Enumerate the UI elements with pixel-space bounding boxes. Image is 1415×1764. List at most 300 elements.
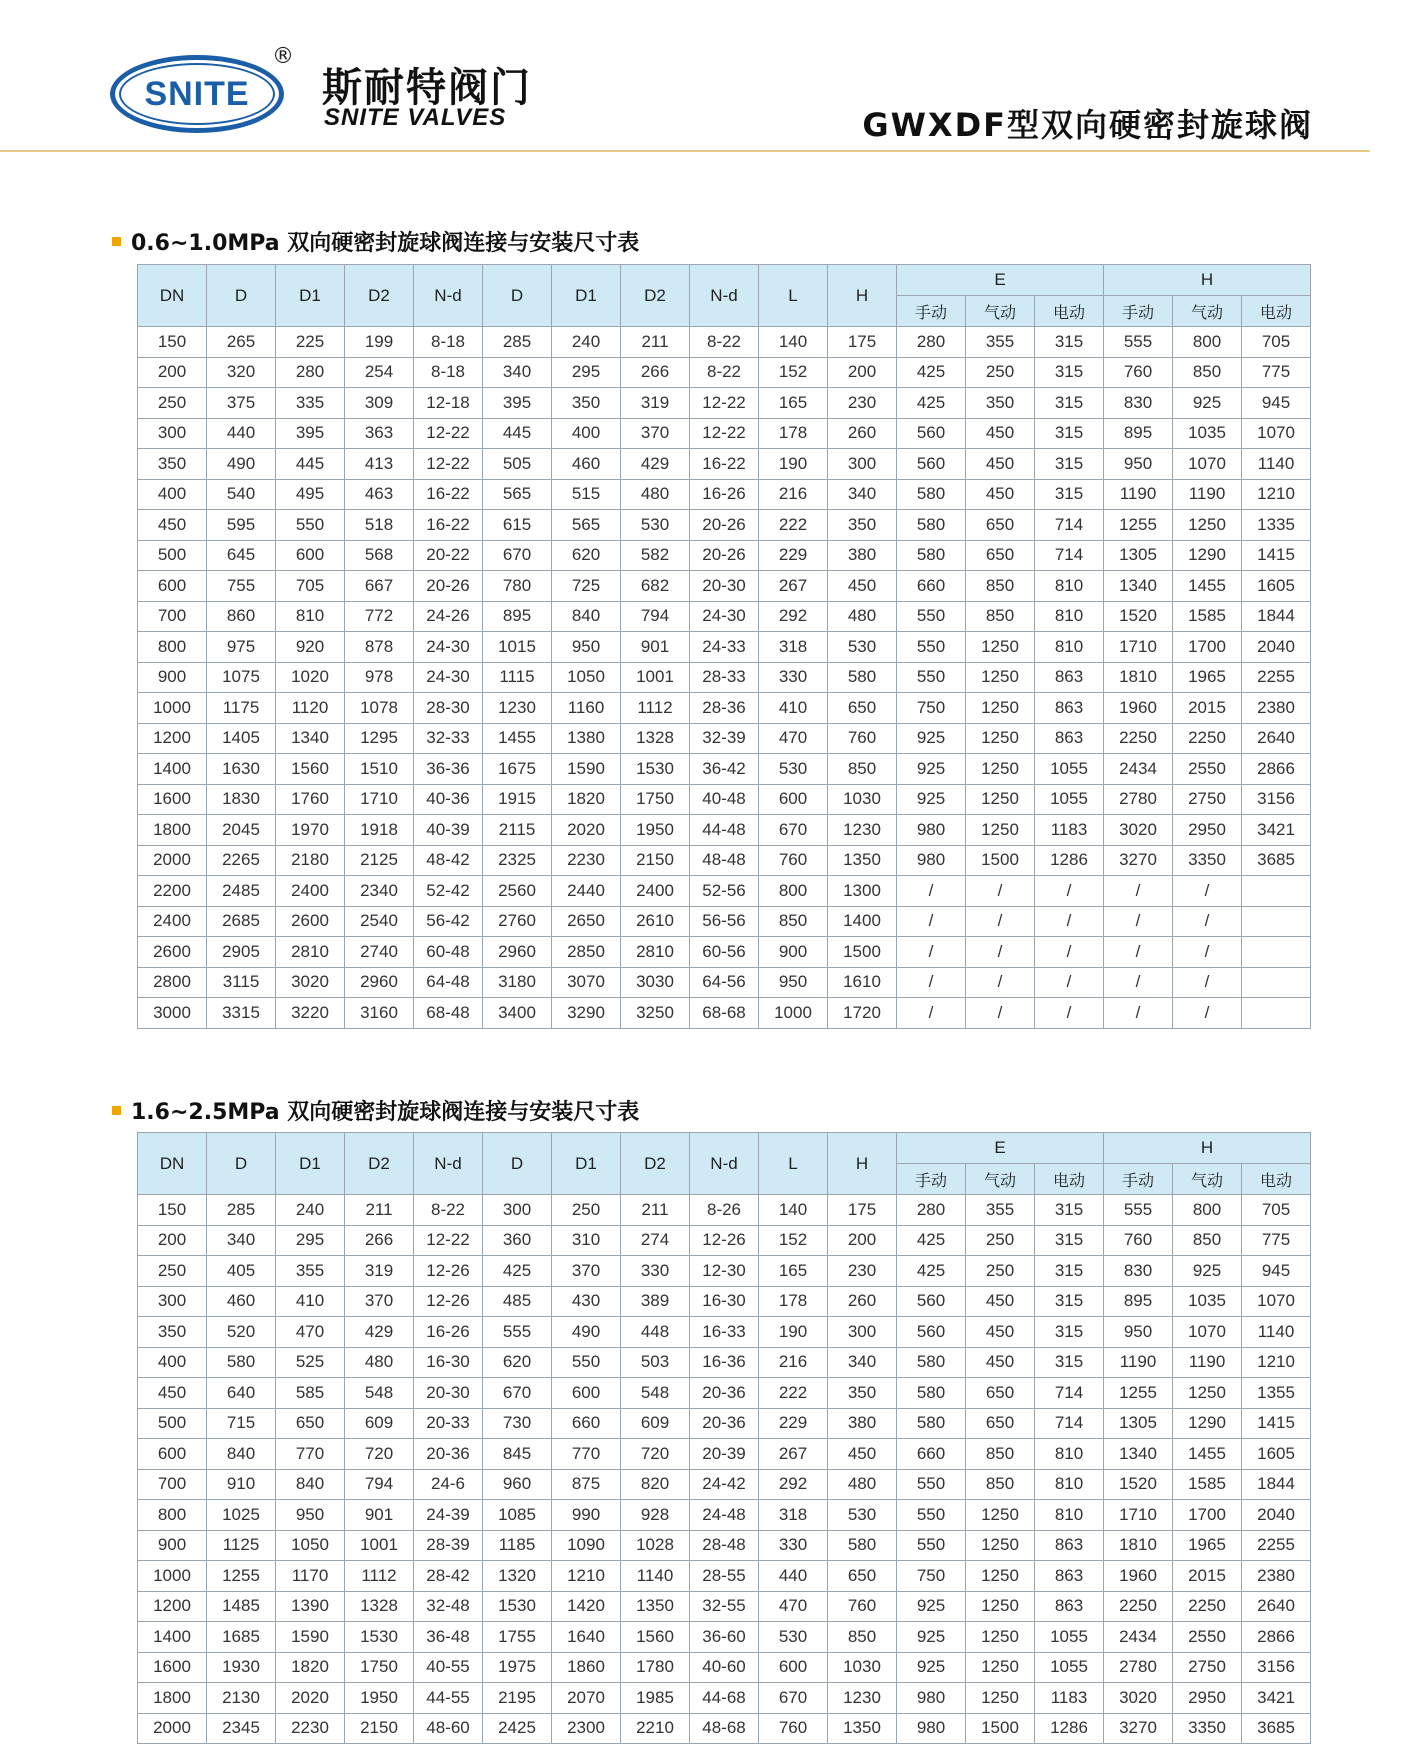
sub-header: 气动 [1173, 296, 1242, 327]
table-cell: 2740 [345, 937, 414, 968]
table-cell: 1200 [138, 723, 207, 754]
table-cell: 2600 [276, 906, 345, 937]
table-cell: 335 [276, 388, 345, 419]
table-cell: 2200 [138, 876, 207, 907]
table-cell: 620 [552, 540, 621, 571]
table-cell: 1750 [345, 1652, 414, 1683]
table-cell: 340 [828, 1347, 897, 1378]
table-cell: 1140 [1242, 449, 1311, 480]
table-cell: 40-60 [690, 1652, 759, 1683]
table-cell: 24-26 [414, 601, 483, 632]
bullet-icon [112, 237, 121, 246]
table-cell: 1255 [1104, 1378, 1173, 1409]
table-cell: 2255 [1242, 662, 1311, 693]
section-title-1 [112, 226, 639, 257]
col-header: D [207, 265, 276, 327]
table-cell: 222 [759, 1378, 828, 1409]
table-cell: 3315 [207, 998, 276, 1029]
table-cell: 1015 [483, 632, 552, 663]
table-cell: 1140 [621, 1561, 690, 1592]
table-cell: 315 [1035, 388, 1104, 419]
col-header: D1 [552, 1133, 621, 1195]
table-cell: 1055 [1035, 784, 1104, 815]
table-cell: 830 [1104, 388, 1173, 419]
table-cell: 925 [897, 1591, 966, 1622]
table-cell: 2866 [1242, 1622, 1311, 1653]
table-cell: 1112 [621, 693, 690, 724]
table-cell: 900 [759, 937, 828, 968]
table-cell: 254 [345, 357, 414, 388]
table-cell: / [1104, 937, 1173, 968]
table-cell: 600 [552, 1378, 621, 1409]
table-cell: 450 [138, 510, 207, 541]
table-cell: 2345 [207, 1713, 276, 1744]
table-cell: 52-42 [414, 876, 483, 907]
table-cell: 800 [138, 1500, 207, 1531]
table-cell: 1085 [483, 1500, 552, 1531]
table-cell: 1055 [1035, 1622, 1104, 1653]
table-cell: 1400 [138, 1622, 207, 1653]
table-cell: 760 [1104, 1225, 1173, 1256]
table-cell: 1810 [1104, 662, 1173, 693]
col-header: H [828, 1133, 897, 1195]
table-cell: 1520 [1104, 601, 1173, 632]
table-cell: 2440 [552, 876, 621, 907]
table-row [138, 1713, 1311, 1744]
table-cell: 1720 [828, 998, 897, 1029]
table-cell: 518 [345, 510, 414, 541]
table-cell: 400 [138, 1347, 207, 1378]
table-cell: 1710 [1104, 632, 1173, 663]
table-cell: 250 [552, 1195, 621, 1226]
table-cell: 152 [759, 1225, 828, 1256]
table-cell: 1600 [138, 1652, 207, 1683]
table-cell: 200 [828, 1225, 897, 1256]
table-cell: 440 [759, 1561, 828, 1592]
table-cell: 714 [1035, 1408, 1104, 1439]
table-cell: 1250 [1173, 1378, 1242, 1409]
table-cell: 800 [138, 632, 207, 663]
table-cell: 2560 [483, 876, 552, 907]
table-cell: 300 [828, 449, 897, 480]
table-cell: 1960 [1104, 1561, 1173, 1592]
table-cell: 560 [897, 1317, 966, 1348]
table-cell: / [1173, 876, 1242, 907]
table-cell: 260 [828, 1286, 897, 1317]
table-cell: 555 [1104, 1195, 1173, 1226]
col-header: N-d [414, 265, 483, 327]
table-cell: / [1035, 937, 1104, 968]
table-cell: 2950 [1173, 815, 1242, 846]
table-cell: 850 [828, 754, 897, 785]
table-cell: 1035 [1173, 418, 1242, 449]
table-cell: 760 [1104, 357, 1173, 388]
table-cell: 1355 [1242, 1378, 1311, 1409]
table-cell: 950 [276, 1500, 345, 1531]
table-row [138, 449, 1311, 480]
table-cell: 840 [552, 601, 621, 632]
table-cell: 3421 [1242, 1683, 1311, 1714]
table-cell: 500 [138, 1408, 207, 1439]
table-cell: 1300 [828, 876, 897, 907]
table-cell: 1500 [966, 845, 1035, 876]
col-header: DN [138, 1133, 207, 1195]
table-cell: 1050 [552, 662, 621, 693]
table-cell: 645 [207, 540, 276, 571]
table-row [138, 601, 1311, 632]
table-row [138, 327, 1311, 358]
table-row [138, 540, 1311, 571]
table-cell: 1755 [483, 1622, 552, 1653]
table-cell: 1820 [276, 1652, 345, 1683]
table-cell: 1510 [345, 754, 414, 785]
table-cell: 225 [276, 327, 345, 358]
table-cell [1242, 998, 1311, 1029]
table-cell: 2550 [1173, 754, 1242, 785]
table-cell: 760 [759, 845, 828, 876]
table-cell: 375 [207, 388, 276, 419]
table-cell: 140 [759, 1195, 828, 1226]
table-cell: 389 [621, 1286, 690, 1317]
table-cell: 1965 [1173, 662, 1242, 693]
table-cell: 400 [138, 479, 207, 510]
table-cell: 980 [897, 845, 966, 876]
table-cell: 1380 [552, 723, 621, 754]
table-cell: 2340 [345, 876, 414, 907]
table-cell: 863 [1035, 1561, 1104, 1592]
table-cell: 16-26 [690, 479, 759, 510]
table-cell: 1255 [207, 1561, 276, 1592]
table-cell: 2250 [1104, 723, 1173, 754]
table-cell: 240 [276, 1195, 345, 1226]
table-cell: 40-48 [690, 784, 759, 815]
table-cell: 2400 [276, 876, 345, 907]
table-cell: 40-55 [414, 1652, 483, 1683]
table-cell: 810 [1035, 1469, 1104, 1500]
table-cell: 60-48 [414, 937, 483, 968]
table-cell: 16-36 [690, 1347, 759, 1378]
table-cell: 910 [207, 1469, 276, 1500]
table-cell: 650 [966, 510, 1035, 541]
table-cell: 2640 [1242, 1591, 1311, 1622]
table-cell: 1185 [483, 1530, 552, 1561]
table-cell: 1415 [1242, 1408, 1311, 1439]
table-row [138, 815, 1311, 846]
table-cell: 920 [276, 632, 345, 663]
table-cell: 3156 [1242, 1652, 1311, 1683]
table-cell: 24-30 [414, 662, 483, 693]
table-cell: 350 [828, 510, 897, 541]
table-cell: 1250 [966, 754, 1035, 785]
table-cell: 1560 [621, 1622, 690, 1653]
table-cell: 1415 [1242, 540, 1311, 571]
table-cell: 2400 [621, 876, 690, 907]
table-cell: 350 [138, 449, 207, 480]
table-row [138, 1683, 1311, 1714]
table-body [138, 1195, 1311, 1744]
table-cell: 410 [759, 693, 828, 724]
table-cell: 425 [483, 1256, 552, 1287]
table-cell: / [1173, 967, 1242, 998]
table-cell: 667 [345, 571, 414, 602]
table-cell: / [966, 998, 1035, 1029]
table-cell: 480 [621, 479, 690, 510]
table-cell: 355 [966, 1195, 1035, 1226]
table-cell: 1970 [276, 815, 345, 846]
table-cell: 1000 [138, 1561, 207, 1592]
table-cell: 1001 [621, 662, 690, 693]
group-header-e: E [897, 1133, 1104, 1164]
table-cell: 319 [621, 388, 690, 419]
table-cell: 850 [759, 906, 828, 937]
table-cell: / [1035, 967, 1104, 998]
table-cell: 32-48 [414, 1591, 483, 1622]
table-cell: 2300 [552, 1713, 621, 1744]
table-cell: 3685 [1242, 845, 1311, 876]
table-cell: 800 [1173, 327, 1242, 358]
table-cell: 580 [207, 1347, 276, 1378]
table-cell: 20-30 [690, 571, 759, 602]
table-cell: 1950 [621, 815, 690, 846]
table-cell: 1020 [276, 662, 345, 693]
table-cell: 609 [621, 1408, 690, 1439]
table-cell: 16-30 [690, 1286, 759, 1317]
table-cell: 1140 [1242, 1317, 1311, 1348]
col-header: D2 [621, 1133, 690, 1195]
table-cell: 901 [621, 632, 690, 663]
document-title: GWXDF型双向硬密封旋球阀 [862, 106, 1313, 144]
col-header: D2 [345, 265, 414, 327]
table-cell: 250 [138, 1256, 207, 1287]
table-cell: 1125 [207, 1530, 276, 1561]
table-cell: 714 [1035, 1378, 1104, 1409]
table-cell: / [966, 876, 1035, 907]
table-cell: 1230 [483, 693, 552, 724]
table-cell: 595 [207, 510, 276, 541]
table-cell: 565 [552, 510, 621, 541]
table-cell: 44-48 [690, 815, 759, 846]
table-cell: 2150 [345, 1713, 414, 1744]
table-cell: 810 [276, 601, 345, 632]
table-cell: 300 [828, 1317, 897, 1348]
table-cell: 355 [966, 327, 1035, 358]
brand-name-en: SNITE VALVES [324, 104, 507, 131]
table-cell: 395 [276, 418, 345, 449]
table-cell: 548 [621, 1378, 690, 1409]
table-cell: 600 [759, 1652, 828, 1683]
table-row [138, 1408, 1311, 1439]
table-cell: 1175 [207, 693, 276, 724]
col-header: L [759, 1133, 828, 1195]
table-cell: 370 [621, 418, 690, 449]
table-cell: 1420 [552, 1591, 621, 1622]
table-cell: 550 [897, 632, 966, 663]
table-cell: / [897, 937, 966, 968]
table-cell: 165 [759, 388, 828, 419]
table-cell: 2070 [552, 1683, 621, 1714]
table-cell: 48-48 [690, 845, 759, 876]
table-cell: 580 [897, 479, 966, 510]
table-cell: 1070 [1242, 418, 1311, 449]
table-cell: 1028 [621, 1530, 690, 1561]
table-cell: 530 [621, 510, 690, 541]
table-cell: 16-30 [414, 1347, 483, 1378]
table-cell: 315 [1035, 1286, 1104, 1317]
table-cell: 750 [897, 1561, 966, 1592]
table-cell: 1700 [1173, 1500, 1242, 1531]
page-header [0, 0, 1415, 152]
table-cell: 12-22 [414, 449, 483, 480]
table-cell: 1250 [966, 693, 1035, 724]
table-cell: 1560 [276, 754, 345, 785]
table-cell: 36-36 [414, 754, 483, 785]
sub-header: 电动 [1035, 296, 1104, 327]
table-cell: 56-42 [414, 906, 483, 937]
table-cell: 1120 [276, 693, 345, 724]
table-cell: 260 [828, 418, 897, 449]
table-cell: 2250 [1104, 1591, 1173, 1622]
table-cell: 140 [759, 327, 828, 358]
table-cell: 1700 [1173, 632, 1242, 663]
table-cell: 340 [483, 357, 552, 388]
table-cell: 3350 [1173, 1713, 1242, 1744]
table-cell: 1400 [828, 906, 897, 937]
table-cell: 1810 [1104, 1530, 1173, 1561]
table-cell: 240 [552, 327, 621, 358]
table-row [138, 693, 1311, 724]
table-cell: 772 [345, 601, 414, 632]
table-cell: 810 [1035, 601, 1104, 632]
table-row [138, 1286, 1311, 1317]
table-cell: 211 [345, 1195, 414, 1226]
table-cell: 1250 [966, 815, 1035, 846]
table-cell: 1025 [207, 1500, 276, 1531]
table-cell: 925 [1173, 1256, 1242, 1287]
table-cell: 16-22 [414, 510, 483, 541]
table-cell: 56-56 [690, 906, 759, 937]
table-cell: 928 [621, 1500, 690, 1531]
table-cell: 150 [138, 1195, 207, 1226]
table-cell: 650 [966, 1408, 1035, 1439]
table-cell: 863 [1035, 1530, 1104, 1561]
table-cell: 64-48 [414, 967, 483, 998]
table-cell: 878 [345, 632, 414, 663]
table-cell: 945 [1242, 1256, 1311, 1287]
table-cell: 3030 [621, 967, 690, 998]
col-header: N-d [690, 265, 759, 327]
table-cell: 20-26 [690, 540, 759, 571]
table-cell: 250 [966, 357, 1035, 388]
table-cell: 1930 [207, 1652, 276, 1683]
col-header: D [483, 265, 552, 327]
table-row [138, 510, 1311, 541]
table-cell: 1405 [207, 723, 276, 754]
table-cell: 1915 [483, 784, 552, 815]
table-cell: 24-33 [690, 632, 759, 663]
table-cell: 980 [897, 1683, 966, 1714]
table-cell: / [1104, 998, 1173, 1029]
table-cell: 330 [759, 662, 828, 693]
table-cell: 16-22 [414, 479, 483, 510]
table-cell: 28-55 [690, 1561, 759, 1592]
table-cell: 395 [483, 388, 552, 419]
table-cell: 8-22 [690, 327, 759, 358]
table-cell: 3156 [1242, 784, 1311, 815]
sub-header: 电动 [1242, 296, 1311, 327]
table-cell: 8-26 [690, 1195, 759, 1226]
table-cell: 2150 [621, 845, 690, 876]
table-cell: 3685 [1242, 1713, 1311, 1744]
table-cell: 350 [828, 1378, 897, 1409]
table-cell: 320 [207, 357, 276, 388]
table-cell: 775 [1242, 1225, 1311, 1256]
table-cell: / [897, 876, 966, 907]
table-cell: 560 [897, 1286, 966, 1317]
table-cell [1242, 876, 1311, 907]
sub-header: 手动 [1104, 296, 1173, 327]
table-cell: 1200 [138, 1591, 207, 1622]
table-cell: 730 [483, 1408, 552, 1439]
section-title-text: 0.6~1.0MPa 双向硬密封旋球阀连接与安装尺寸表 [131, 231, 640, 256]
table-cell: 250 [138, 388, 207, 419]
table-cell: 640 [207, 1378, 276, 1409]
table-row [138, 906, 1311, 937]
table-cell: 550 [897, 1500, 966, 1531]
table-cell: 700 [138, 1469, 207, 1500]
table-cell: 1520 [1104, 1469, 1173, 1500]
table-cell: 503 [621, 1347, 690, 1378]
table-cell: 1070 [1242, 1286, 1311, 1317]
table-row [138, 1317, 1311, 1348]
table-cell: 2434 [1104, 754, 1173, 785]
table-cell: 1250 [966, 1561, 1035, 1592]
table-cell: 1455 [1173, 571, 1242, 602]
table-cell: 1190 [1173, 1347, 1242, 1378]
table-cell: 450 [828, 571, 897, 602]
table-cell: 178 [759, 1286, 828, 1317]
table-cell: 1400 [138, 754, 207, 785]
section-title-text: 1.6~2.5MPa 双向硬密封旋球阀连接与安装尺寸表 [131, 1100, 640, 1125]
table-cell: 1115 [483, 662, 552, 693]
table-cell: 425 [897, 388, 966, 419]
table-cell: 1485 [207, 1591, 276, 1622]
table-cell: 280 [276, 357, 345, 388]
table-row [138, 418, 1311, 449]
table-cell: 1070 [1173, 1317, 1242, 1348]
table-cell: 820 [621, 1469, 690, 1500]
table-cell: 20-36 [690, 1408, 759, 1439]
table-cell: 380 [828, 540, 897, 571]
table-cell: 285 [483, 327, 552, 358]
table-cell: 229 [759, 1408, 828, 1439]
table-cell: 24-48 [690, 1500, 759, 1531]
table-cell: 68-68 [690, 998, 759, 1029]
table-cell: 485 [483, 1286, 552, 1317]
table-cell: 1605 [1242, 1439, 1311, 1470]
table-cell: 274 [621, 1225, 690, 1256]
table-cell: 1250 [1173, 510, 1242, 541]
table-cell: 550 [552, 1347, 621, 1378]
table-row [138, 1500, 1311, 1531]
table-cell: 660 [897, 1439, 966, 1470]
table-cell: 705 [276, 571, 345, 602]
table-cell: 1844 [1242, 601, 1311, 632]
table-cell: 670 [483, 1378, 552, 1409]
table-cell: 12-26 [690, 1225, 759, 1256]
table-cell: 165 [759, 1256, 828, 1287]
table-row [138, 1378, 1311, 1409]
table-cell: 875 [552, 1469, 621, 1500]
